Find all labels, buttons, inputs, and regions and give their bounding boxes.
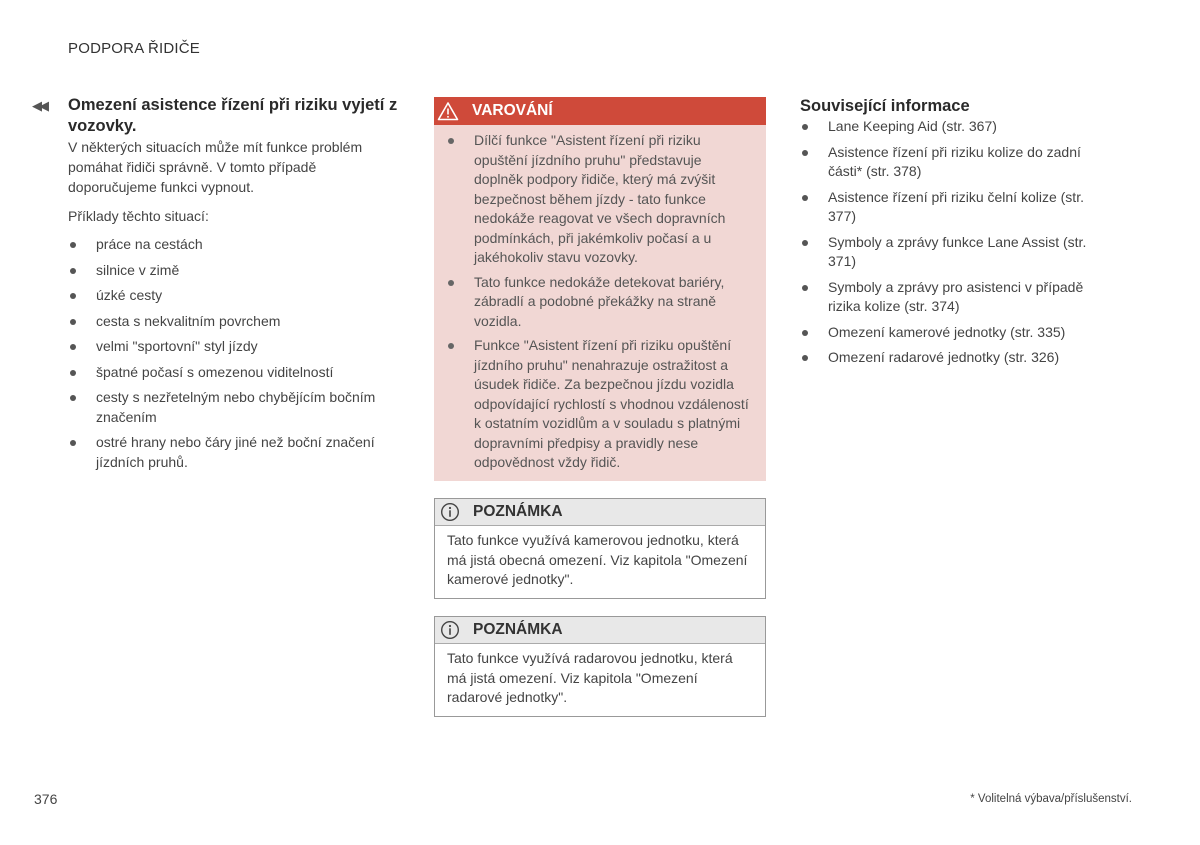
warning-triangle-icon [434, 97, 462, 125]
related-link[interactable]: Symboly a zprávy pro asistenci v případě rizika kolize (str. 374) [800, 278, 1110, 317]
related-link[interactable]: Asistence řízení při riziku kolize do zadní části* (str. 378) [800, 143, 1110, 182]
info-icon [435, 620, 465, 640]
warning-list [434, 125, 766, 473]
list-item: silnice v zimě [68, 261, 398, 281]
examples-label: Příklady těchto situací: [68, 208, 209, 224]
section-intro: V některých situacích může mít funkce problém pomáhat řidiči správně. V tomto případě doporučujeme funkci vypnout. [68, 139, 363, 195]
note-header [435, 499, 765, 526]
list-item: Funkce "Asistent řízení při riziku opuštění jízdního pruhu" nenahrazuje ostražitost a úsudek řidiče. Za bezpečnou jízdu vozidla odpovídající rychlostí s vhodnou vzdáleností k ostatním vozidlům a v souladu s platnými dopravními předpisy a pravidly nese odpovědnost vždy řidič. [446, 336, 754, 473]
section-title: Omezení asistence řízení při riziku vyjetí z vozovky. [68, 96, 398, 135]
examples-list [68, 235, 398, 472]
list-item: cesty s nezřetelným nebo chybějícím bočním značením [68, 388, 398, 427]
continued-from-previous-icon: ◀◀ [32, 98, 46, 113]
list-item: práce na cestách [68, 235, 398, 255]
note-body: Tato funkce využívá kamerovou jednotku, která má jistá obecná omezení. Viz kapitola "Omezení kamerové jednotky". [447, 532, 748, 587]
info-icon [435, 502, 465, 522]
related-link[interactable]: Lane Keeping Aid (str. 367) [800, 117, 1110, 137]
note-title: POZNÁMKA [473, 621, 563, 638]
left-column [32, 95, 398, 478]
list-item: Tato funkce nedokáže detekovat bariéry, zábradlí a podobné překážky na straně vozidla. [446, 273, 754, 332]
warning-title: VAROVÁNÍ [472, 102, 553, 119]
related-link[interactable]: Omezení kamerové jednotky (str. 335) [800, 323, 1110, 343]
related-link[interactable]: Symboly a zprávy funkce Lane Assist (str. 371) [800, 233, 1110, 272]
related-link[interactable]: Omezení radarové jednotky (str. 326) [800, 348, 1110, 368]
list-item: špatné počasí s omezenou viditelností [68, 363, 398, 383]
note-body: Tato funkce využívá radarovou jednotku, která má jistá omezení. Viz kapitola "Omezení radarové jednotky". [447, 650, 733, 705]
list-item: úzké cesty [68, 286, 398, 306]
list-item: ostré hrany nebo čáry jiné než boční značení jízdních pruhů. [68, 433, 398, 472]
note-box-radar [434, 616, 766, 717]
footnote: * Volitelná výbava/příslušenství. [970, 793, 1132, 805]
page-header-section: PODPORA ŘIDIČE [68, 40, 200, 57]
warning-box [434, 97, 766, 481]
note-box-camera [434, 498, 766, 599]
note-title: POZNÁMKA [473, 503, 563, 520]
related-info-column [800, 95, 1110, 374]
warning-header [434, 97, 766, 125]
related-info-list [800, 117, 1110, 368]
list-item: velmi "sportovní" styl jízdy [68, 337, 398, 357]
page-number: 376 [34, 791, 58, 807]
note-header [435, 617, 765, 644]
related-info-title: Související informace [800, 97, 970, 115]
list-item: cesta s nekvalitním povrchem [68, 312, 398, 332]
list-item: Dílčí funkce "Asistent řízení při riziku opuštění jízdního pruhu" představuje doplněk podpory řidiče, který má zvýšit bezpečnost během jízdy - tato funkce nedokáže reagovat ve všech dopravních podmínkách, při jakémkoliv počasí a u jakéhokoliv stavu vozovky. [446, 131, 754, 268]
related-link[interactable]: Asistence řízení při riziku čelní kolize (str. 377) [800, 188, 1110, 227]
